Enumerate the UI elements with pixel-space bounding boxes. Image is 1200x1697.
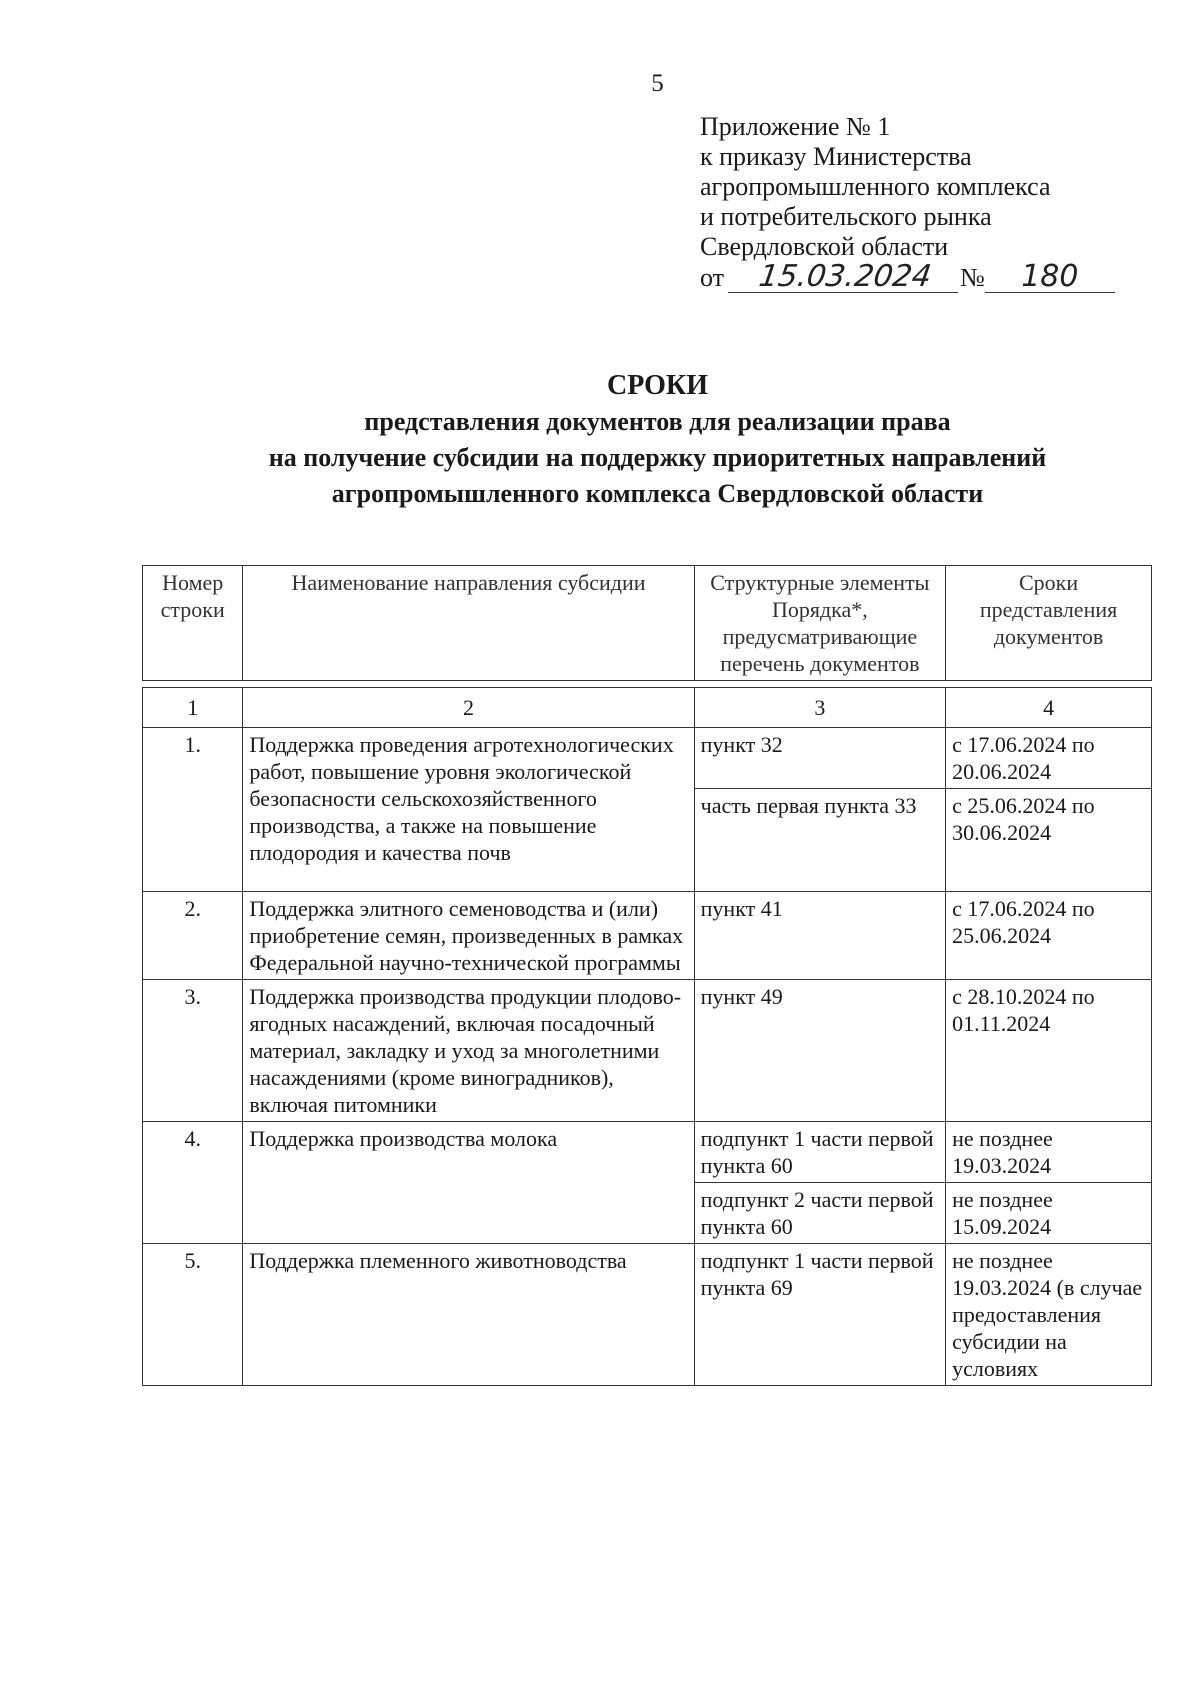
deadline: с 25.06.2024 по 30.06.2024	[946, 789, 1152, 892]
title-line: представления документов для реализации права	[364, 407, 951, 436]
column-number: 2	[243, 688, 694, 728]
order-date-line	[700, 259, 1115, 294]
column-number: 4	[946, 688, 1152, 728]
column-number-row	[143, 688, 1152, 728]
header-deadlines: Сроки представления документов	[946, 566, 1152, 681]
handwritten-date: 15.03.2024	[728, 262, 962, 293]
structural-element: подпункт 2 части первой пункта 60	[694, 1183, 945, 1244]
row-number: 5.	[143, 1244, 243, 1386]
header-structural-elements: Структурные элементы Порядка*, предусматривающие перечень документов	[694, 566, 945, 681]
structural-element: пункт 41	[694, 892, 945, 980]
table-row	[143, 1122, 1152, 1183]
table-row	[143, 892, 1152, 980]
deadline: с 17.06.2024 по 25.06.2024	[946, 892, 1152, 980]
appendix-block	[700, 112, 1115, 293]
handwritten-number: 180	[985, 262, 1115, 293]
column-number: 3	[694, 688, 945, 728]
row-number: 4.	[143, 1122, 243, 1244]
deadline: с 17.06.2024 по 20.06.2024	[946, 728, 1152, 789]
deadline: не позднее 19.03.2024 (в случае предоставления субсидии на условиях	[946, 1244, 1152, 1386]
subsidy-name: Поддержка элитного семеноводства и (или) приобретение семян, произведенных в рамках Федеральной научно-технической программы	[243, 892, 694, 980]
table-row	[143, 1244, 1152, 1386]
subsidy-name: Поддержка проведения агротехнологических работ, повышение уровня экологической безопасности сельскохозяйственного производства, а также на повышение плодородия и качества почв	[243, 728, 694, 892]
table-row	[143, 980, 1152, 1122]
structural-element: пункт 32	[694, 728, 945, 789]
structural-element: часть первая пункта 33	[694, 789, 945, 892]
deadline: с 28.10.2024 по 01.11.2024	[946, 980, 1152, 1122]
structural-element: пункт 49	[694, 980, 945, 1122]
title-heading: СРОКИ	[606, 370, 709, 401]
column-number: 1	[143, 688, 243, 728]
title-line: на получение субсидии на поддержку приоритетных направлений	[268, 443, 1047, 472]
subsidy-name: Поддержка производства молока	[243, 1122, 694, 1244]
row-number: 2.	[143, 892, 243, 980]
header-subsidy-name: Наименование направления субсидии	[243, 566, 694, 681]
appendix-line: Свердловской области	[700, 232, 949, 261]
row-number: 3.	[143, 980, 243, 1122]
number-prefix: №	[960, 263, 985, 292]
document-title	[0, 368, 1200, 512]
table-header-row	[143, 566, 1152, 681]
structural-element: подпункт 1 части первой пункта 60	[694, 1122, 945, 1183]
table-separator	[143, 681, 1152, 688]
structural-element: подпункт 1 части первой пункта 69	[694, 1244, 945, 1386]
appendix-line: к приказу Министерства	[700, 142, 972, 171]
header-row-number: Номер строки	[143, 566, 243, 681]
table-row	[143, 728, 1152, 789]
subsidy-name: Поддержка производства продукции плодово-ягодных насаждений, включая посадочный материал, закладку и уход за многолетними насаждениями (кроме виноградников), включая питомники	[243, 980, 694, 1122]
row-number: 1.	[143, 728, 243, 892]
date-prefix: от	[700, 263, 725, 292]
deadline: не позднее 19.03.2024	[946, 1122, 1152, 1183]
title-line: агропромышленного комплекса Свердловской области	[331, 479, 984, 508]
appendix-line: Приложение № 1	[700, 112, 891, 141]
deadlines-table	[142, 565, 1152, 1386]
subsidy-name: Поддержка племенного животноводства	[243, 1244, 694, 1386]
appendix-line: и потребительского рынка	[700, 202, 992, 231]
appendix-line: агропромышленного комплекса	[700, 172, 1051, 201]
deadline: не позднее 15.09.2024	[946, 1183, 1152, 1244]
page-number: 5	[651, 70, 664, 97]
